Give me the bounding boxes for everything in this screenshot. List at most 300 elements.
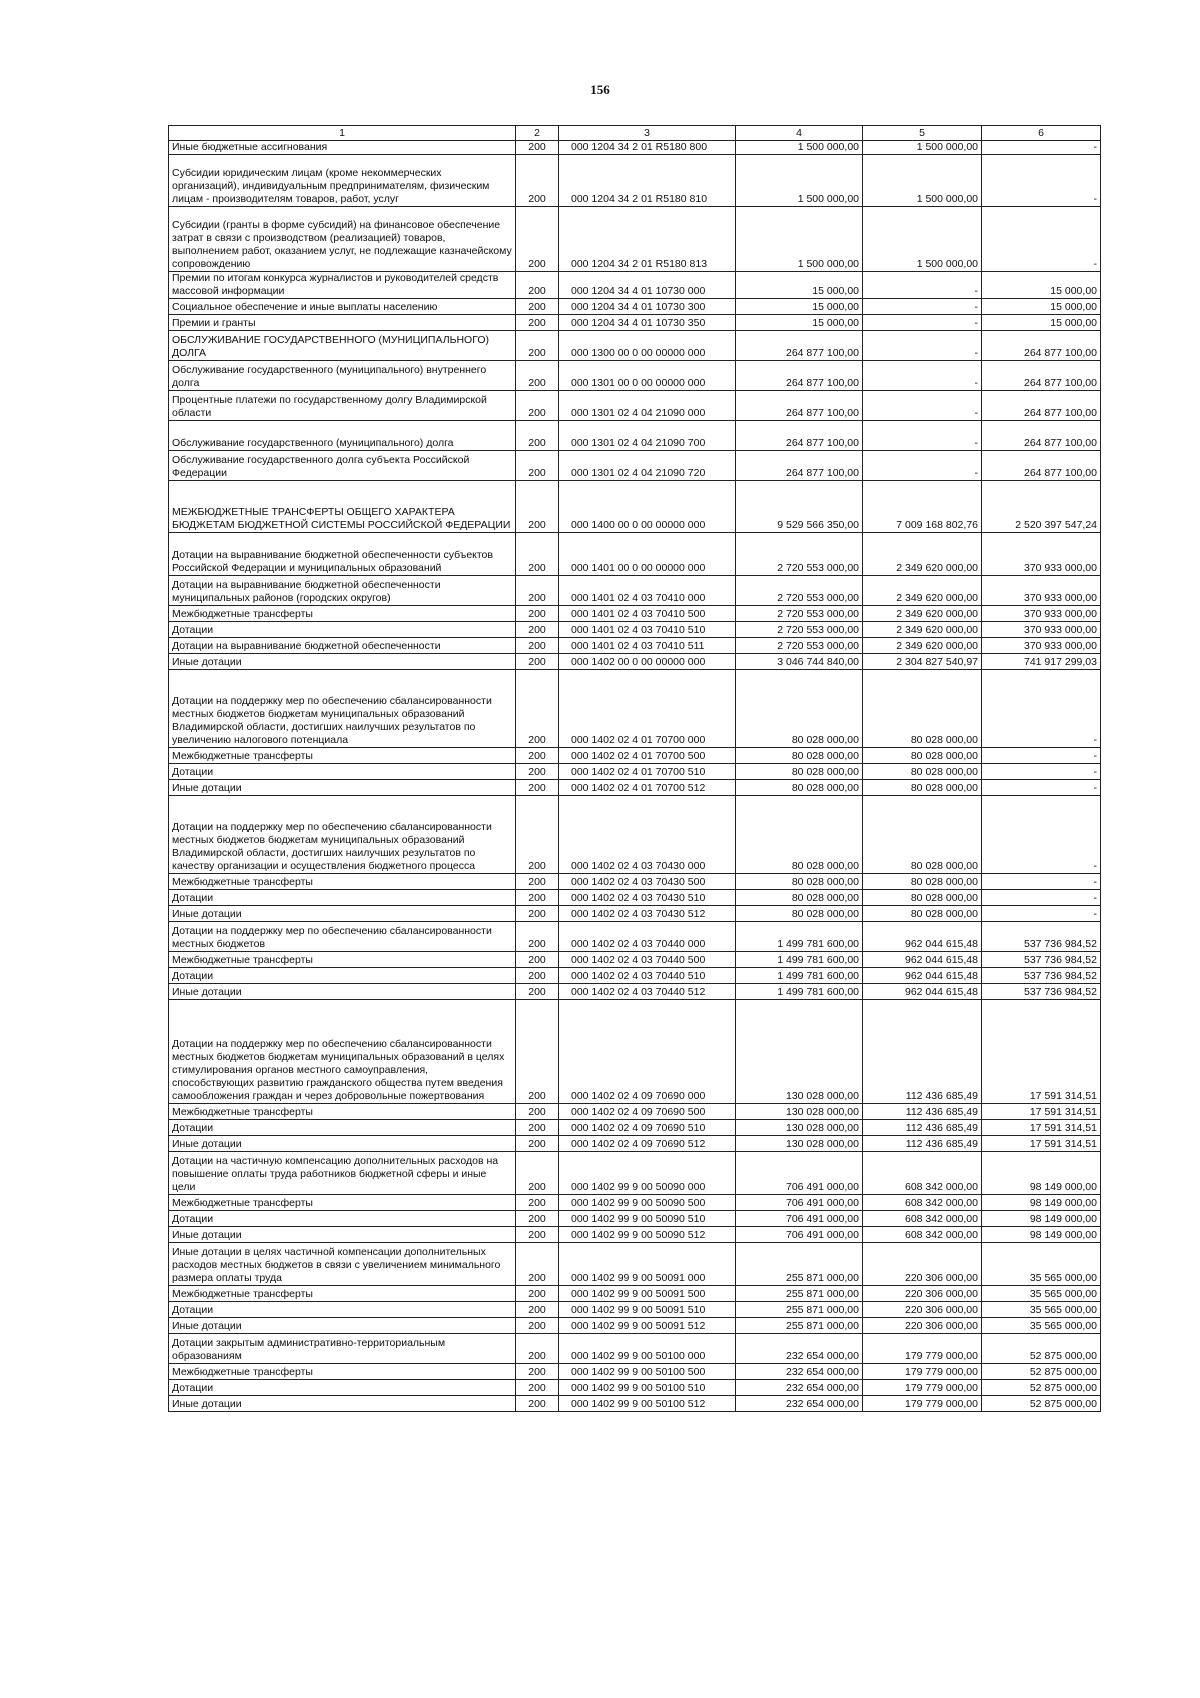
row-col5: - [863, 272, 982, 299]
row-col6: 52 875 000,00 [982, 1380, 1101, 1396]
row-col5: 962 044 615,48 [863, 968, 982, 984]
row-name: Межбюджетные трансферты [169, 952, 516, 968]
row-col6: 35 565 000,00 [982, 1302, 1101, 1318]
row-name: Дотации на выравнивание бюджетной обеспеченности [169, 638, 516, 654]
row-kbk: 000 1300 00 0 00 00000 000 [559, 331, 736, 361]
row-kbk: 000 1402 02 4 03 70440 512 [559, 984, 736, 1000]
row-name: Дотации на поддержку мер по обеспечению сбалансированности местных бюджетов [169, 922, 516, 952]
row-code: 200 [516, 1211, 559, 1227]
row-name: Субсидии юридическим лицам (кроме некоммерческих организаций), индивидуальным предпринимателям, физическим лицам - производителям товаров, работ, услуг [169, 155, 516, 207]
row-code: 200 [516, 331, 559, 361]
row-kbk: 000 1402 99 9 00 50091 500 [559, 1286, 736, 1302]
row-col6: 370 933 000,00 [982, 622, 1101, 638]
table-row [169, 1243, 1101, 1286]
table-row [169, 1104, 1101, 1120]
row-col6: 370 933 000,00 [982, 638, 1101, 654]
row-code: 200 [516, 748, 559, 764]
row-col4: 255 871 000,00 [736, 1243, 863, 1286]
table-row [169, 1152, 1101, 1195]
row-col6: 264 877 100,00 [982, 421, 1101, 451]
row-kbk: 000 1402 99 9 00 50090 512 [559, 1227, 736, 1243]
header-cell-2: 2 [516, 126, 559, 141]
row-name: Дотации на выравнивание бюджетной обеспеченности муниципальных районов (городских округов) [169, 576, 516, 606]
row-name: Дотации на поддержку мер по обеспечению сбалансированности местных бюджетов бюджетам муниципальных образований Владимирской области, достигших наилучших результатов по качеству организации и осуществления бюджетного процесса [169, 796, 516, 874]
row-name: Дотации [169, 1120, 516, 1136]
row-kbk: 000 1301 02 4 04 21090 720 [559, 451, 736, 481]
row-kbk: 000 1402 99 9 00 50100 500 [559, 1364, 736, 1380]
row-col5: 962 044 615,48 [863, 922, 982, 952]
row-col4: 80 028 000,00 [736, 764, 863, 780]
row-col4: 232 654 000,00 [736, 1396, 863, 1412]
row-col5: 7 009 168 802,76 [863, 481, 982, 533]
row-col5: - [863, 299, 982, 315]
row-col5: 80 028 000,00 [863, 874, 982, 890]
table-row [169, 1334, 1101, 1364]
row-code: 200 [516, 207, 559, 272]
row-col4: 80 028 000,00 [736, 670, 863, 748]
row-name: Дотации [169, 764, 516, 780]
row-col5: 220 306 000,00 [863, 1243, 982, 1286]
row-kbk: 000 1402 02 4 09 70690 500 [559, 1104, 736, 1120]
row-col5: 80 028 000,00 [863, 796, 982, 874]
row-kbk: 000 1402 99 9 00 50091 510 [559, 1302, 736, 1318]
row-col4: 80 028 000,00 [736, 780, 863, 796]
row-col6: 15 000,00 [982, 272, 1101, 299]
row-col4: 232 654 000,00 [736, 1334, 863, 1364]
row-name: Межбюджетные трансферты [169, 748, 516, 764]
table-row [169, 968, 1101, 984]
table-row [169, 421, 1101, 451]
row-kbk: 000 1301 02 4 04 21090 700 [559, 421, 736, 451]
row-col4: 255 871 000,00 [736, 1286, 863, 1302]
row-col6: 17 591 314,51 [982, 1104, 1101, 1120]
row-kbk: 000 1401 02 4 03 70410 510 [559, 622, 736, 638]
budget-table [168, 125, 1101, 1412]
row-col5: 2 349 620 000,00 [863, 576, 982, 606]
row-col4: 130 028 000,00 [736, 1104, 863, 1120]
row-kbk: 000 1402 02 4 09 70690 000 [559, 1000, 736, 1104]
table-row [169, 141, 1101, 155]
row-kbk: 000 1204 34 2 01 R5180 810 [559, 155, 736, 207]
row-name: Обслуживание государственного (муниципального) долга [169, 421, 516, 451]
row-code: 200 [516, 922, 559, 952]
row-name: МЕЖБЮДЖЕТНЫЕ ТРАНСФЕРТЫ ОБЩЕГО ХАРАКТЕРА БЮДЖЕТАМ БЮДЖЕТНОЙ СИСТЕМЫ РОССИЙСКОЙ ФЕДЕРАЦИИ [169, 481, 516, 533]
row-code: 200 [516, 1195, 559, 1211]
row-col4: 1 499 781 600,00 [736, 922, 863, 952]
row-col6: 15 000,00 [982, 299, 1101, 315]
row-col4: 130 028 000,00 [736, 1136, 863, 1152]
row-kbk: 000 1402 99 9 00 50100 512 [559, 1396, 736, 1412]
header-cell-4: 4 [736, 126, 863, 141]
row-col5: - [863, 451, 982, 481]
row-kbk: 000 1402 02 4 03 70430 500 [559, 874, 736, 890]
row-code: 200 [516, 622, 559, 638]
row-name: Иные дотации в целях частичной компенсации дополнительных расходов местных бюджетов в связи с увеличением минимального размера оплаты труда [169, 1243, 516, 1286]
row-col6: 741 917 299,03 [982, 654, 1101, 670]
table-row [169, 622, 1101, 638]
row-code: 200 [516, 1243, 559, 1286]
row-col4: 2 720 553 000,00 [736, 622, 863, 638]
table-row [169, 638, 1101, 654]
row-name: Премии и гранты [169, 315, 516, 331]
row-code: 200 [516, 874, 559, 890]
row-col5: 962 044 615,48 [863, 952, 982, 968]
row-col4: 15 000,00 [736, 272, 863, 299]
row-kbk: 000 1402 02 4 09 70690 510 [559, 1120, 736, 1136]
row-code: 200 [516, 968, 559, 984]
row-col5: 608 342 000,00 [863, 1152, 982, 1195]
row-col5: 179 779 000,00 [863, 1334, 982, 1364]
row-name: Обслуживание государственного долга субъекта Российской Федерации [169, 451, 516, 481]
row-col4: 2 720 553 000,00 [736, 638, 863, 654]
row-kbk: 000 1402 02 4 01 70700 000 [559, 670, 736, 748]
row-col6: 35 565 000,00 [982, 1318, 1101, 1334]
row-name: Иные дотации [169, 780, 516, 796]
row-col5: 112 436 685,49 [863, 1120, 982, 1136]
row-col4: 706 491 000,00 [736, 1152, 863, 1195]
row-col5: 179 779 000,00 [863, 1396, 982, 1412]
row-kbk: 000 1402 99 9 00 50090 500 [559, 1195, 736, 1211]
row-col6: 52 875 000,00 [982, 1396, 1101, 1412]
table-row [169, 1364, 1101, 1380]
row-col5: - [863, 315, 982, 331]
row-col5: 112 436 685,49 [863, 1136, 982, 1152]
table-row [169, 1120, 1101, 1136]
row-col6: 537 736 984,52 [982, 922, 1101, 952]
row-col5: 608 342 000,00 [863, 1211, 982, 1227]
row-kbk: 000 1402 02 4 09 70690 512 [559, 1136, 736, 1152]
table-row [169, 361, 1101, 391]
row-col6: 15 000,00 [982, 315, 1101, 331]
row-col4: 255 871 000,00 [736, 1318, 863, 1334]
row-col6: 17 591 314,51 [982, 1120, 1101, 1136]
row-code: 200 [516, 1302, 559, 1318]
row-name: Обслуживание государственного (муниципального) внутреннего долга [169, 361, 516, 391]
row-col4: 1 500 000,00 [736, 207, 863, 272]
header-cell-3: 3 [559, 126, 736, 141]
row-col4: 80 028 000,00 [736, 906, 863, 922]
table-row [169, 984, 1101, 1000]
row-col5: 80 028 000,00 [863, 670, 982, 748]
row-col6: - [982, 141, 1101, 155]
row-name: Иные дотации [169, 654, 516, 670]
row-code: 200 [516, 906, 559, 922]
row-kbk: 000 1204 34 4 01 10730 300 [559, 299, 736, 315]
table-row [169, 1227, 1101, 1243]
row-col5: 112 436 685,49 [863, 1104, 982, 1120]
row-col6: - [982, 780, 1101, 796]
table-row [169, 874, 1101, 890]
row-col6: 264 877 100,00 [982, 451, 1101, 481]
row-code: 200 [516, 299, 559, 315]
row-col6: 52 875 000,00 [982, 1334, 1101, 1364]
row-kbk: 000 1402 02 4 01 70700 510 [559, 764, 736, 780]
row-code: 200 [516, 1396, 559, 1412]
row-kbk: 000 1400 00 0 00 00000 000 [559, 481, 736, 533]
table-row [169, 1000, 1101, 1104]
row-col4: 1 499 781 600,00 [736, 952, 863, 968]
row-name: Дотации [169, 890, 516, 906]
row-col4: 706 491 000,00 [736, 1227, 863, 1243]
row-name: Дотации [169, 1211, 516, 1227]
row-col6: 98 149 000,00 [982, 1211, 1101, 1227]
table-row [169, 481, 1101, 533]
row-col6: 537 736 984,52 [982, 984, 1101, 1000]
row-name: Дотации на частичную компенсацию дополнительных расходов на повышение оплаты труда работников бюджетной сферы и иные цели [169, 1152, 516, 1195]
row-col5: 962 044 615,48 [863, 984, 982, 1000]
row-col4: 264 877 100,00 [736, 451, 863, 481]
row-col5: 1 500 000,00 [863, 207, 982, 272]
header-cell-1: 1 [169, 126, 516, 141]
row-code: 200 [516, 796, 559, 874]
row-name: Межбюджетные трансферты [169, 1195, 516, 1211]
table-row [169, 764, 1101, 780]
row-kbk: 000 1301 00 0 00 00000 000 [559, 361, 736, 391]
table-row [169, 670, 1101, 748]
row-col6: 370 933 000,00 [982, 606, 1101, 622]
row-kbk: 000 1402 99 9 00 50091 512 [559, 1318, 736, 1334]
table-row [169, 1302, 1101, 1318]
row-code: 200 [516, 1136, 559, 1152]
row-name: Иные дотации [169, 1136, 516, 1152]
row-name: Дотации [169, 1380, 516, 1396]
row-name: Иные дотации [169, 984, 516, 1000]
row-col6: - [982, 906, 1101, 922]
table-row [169, 606, 1101, 622]
row-code: 200 [516, 141, 559, 155]
row-name: Межбюджетные трансферты [169, 1364, 516, 1380]
row-col5: 2 349 620 000,00 [863, 638, 982, 654]
row-col4: 264 877 100,00 [736, 361, 863, 391]
row-name: Дотации на выравнивание бюджетной обеспеченности субъектов Российской Федерации и муниципальных образований [169, 533, 516, 576]
row-code: 200 [516, 1152, 559, 1195]
row-col5: 608 342 000,00 [863, 1195, 982, 1211]
row-kbk: 000 1402 02 4 03 70440 500 [559, 952, 736, 968]
row-col6: - [982, 155, 1101, 207]
row-name: Дотации закрытым административно-территориальным образованиям [169, 1334, 516, 1364]
row-col5: - [863, 421, 982, 451]
row-name: Дотации на поддержку мер по обеспечению сбалансированности местных бюджетов бюджетам муниципальных образований в целях стимулирования органов местного самоуправления, способствующих развитию гражданского общества путем введения самообложения граждан и через добровольные пожертвования [169, 1000, 516, 1104]
row-col5: 2 349 620 000,00 [863, 533, 982, 576]
row-col6: 52 875 000,00 [982, 1364, 1101, 1380]
row-col6: 537 736 984,52 [982, 952, 1101, 968]
table-row [169, 654, 1101, 670]
row-kbk: 000 1402 02 4 03 70430 510 [559, 890, 736, 906]
row-kbk: 000 1401 00 0 00 00000 000 [559, 533, 736, 576]
table-row [169, 906, 1101, 922]
table-row [169, 1286, 1101, 1302]
row-kbk: 000 1301 02 4 04 21090 000 [559, 391, 736, 421]
row-col5: 2 349 620 000,00 [863, 622, 982, 638]
row-col4: 2 720 553 000,00 [736, 576, 863, 606]
row-col6: - [982, 890, 1101, 906]
row-col6: 98 149 000,00 [982, 1227, 1101, 1243]
row-col4: 80 028 000,00 [736, 796, 863, 874]
row-code: 200 [516, 315, 559, 331]
row-col4: 2 720 553 000,00 [736, 606, 863, 622]
header-cell-6: 6 [982, 126, 1101, 141]
row-col4: 264 877 100,00 [736, 331, 863, 361]
row-name: Социальное обеспечение и иные выплаты населению [169, 299, 516, 315]
row-code: 200 [516, 606, 559, 622]
row-col5: 80 028 000,00 [863, 764, 982, 780]
row-kbk: 000 1402 99 9 00 50090 510 [559, 1211, 736, 1227]
row-col5: 80 028 000,00 [863, 890, 982, 906]
row-code: 200 [516, 451, 559, 481]
row-code: 200 [516, 952, 559, 968]
row-code: 200 [516, 890, 559, 906]
row-col4: 80 028 000,00 [736, 874, 863, 890]
row-code: 200 [516, 654, 559, 670]
row-col4: 1 500 000,00 [736, 155, 863, 207]
row-code: 200 [516, 272, 559, 299]
row-kbk: 000 1402 99 9 00 50091 000 [559, 1243, 736, 1286]
row-col6: - [982, 764, 1101, 780]
row-col4: 264 877 100,00 [736, 391, 863, 421]
row-col4: 706 491 000,00 [736, 1211, 863, 1227]
table-row [169, 890, 1101, 906]
row-col4: 2 720 553 000,00 [736, 533, 863, 576]
table-row [169, 451, 1101, 481]
table-row [169, 1318, 1101, 1334]
table-row [169, 1195, 1101, 1211]
row-kbk: 000 1402 02 4 01 70700 512 [559, 780, 736, 796]
row-col4: 232 654 000,00 [736, 1380, 863, 1396]
row-name: Дотации на поддержку мер по обеспечению сбалансированности местных бюджетов бюджетам муниципальных образований Владимирской области, достигших наилучших результатов по увеличению налогового потенциала [169, 670, 516, 748]
row-code: 200 [516, 481, 559, 533]
row-col5: 2 304 827 540,97 [863, 654, 982, 670]
row-col6: 370 933 000,00 [982, 576, 1101, 606]
row-col6: 264 877 100,00 [982, 391, 1101, 421]
table-row [169, 748, 1101, 764]
row-col6: 35 565 000,00 [982, 1286, 1101, 1302]
row-code: 200 [516, 1318, 559, 1334]
row-kbk: 000 1401 02 4 03 70410 000 [559, 576, 736, 606]
table-row [169, 533, 1101, 576]
table-row [169, 315, 1101, 331]
row-col5: - [863, 361, 982, 391]
row-col6: - [982, 207, 1101, 272]
row-col4: 706 491 000,00 [736, 1195, 863, 1211]
row-col4: 232 654 000,00 [736, 1364, 863, 1380]
row-col6: 98 149 000,00 [982, 1195, 1101, 1211]
row-col5: - [863, 391, 982, 421]
header-cell-5: 5 [863, 126, 982, 141]
row-code: 200 [516, 1120, 559, 1136]
row-col4: 9 529 566 350,00 [736, 481, 863, 533]
table-row [169, 299, 1101, 315]
row-kbk: 000 1204 34 2 01 R5180 800 [559, 141, 736, 155]
row-col5: 179 779 000,00 [863, 1364, 982, 1380]
table-row [169, 331, 1101, 361]
row-code: 200 [516, 638, 559, 654]
row-name: Дотации [169, 968, 516, 984]
row-col4: 130 028 000,00 [736, 1000, 863, 1104]
table-row [169, 952, 1101, 968]
row-name: Межбюджетные трансферты [169, 1286, 516, 1302]
row-code: 200 [516, 1364, 559, 1380]
row-name: Субсидии (гранты в форме субсидий) на финансовое обеспечение затрат в связи с производством (реализацией) товаров, выполнением работ, оказанием услуг, не подлежащие казначейскому сопровождению [169, 207, 516, 272]
row-col6: 2 520 397 547,24 [982, 481, 1101, 533]
row-col5: 608 342 000,00 [863, 1227, 982, 1243]
table-row [169, 155, 1101, 207]
row-name: Процентные платежи по государственному долгу Владимирской области [169, 391, 516, 421]
row-col4: 255 871 000,00 [736, 1302, 863, 1318]
row-col6: 35 565 000,00 [982, 1243, 1101, 1286]
row-kbk: 000 1402 02 4 03 70440 510 [559, 968, 736, 984]
table-row [169, 1380, 1101, 1396]
row-kbk: 000 1401 02 4 03 70410 511 [559, 638, 736, 654]
row-code: 200 [516, 780, 559, 796]
row-col4: 80 028 000,00 [736, 890, 863, 906]
row-code: 200 [516, 670, 559, 748]
row-col4: 1 500 000,00 [736, 141, 863, 155]
row-code: 200 [516, 1334, 559, 1364]
row-kbk: 000 1402 02 4 03 70440 000 [559, 922, 736, 952]
row-col6: - [982, 796, 1101, 874]
row-col5: 220 306 000,00 [863, 1302, 982, 1318]
page-number: 156 [590, 82, 610, 97]
table-row [169, 1136, 1101, 1152]
row-col6: 370 933 000,00 [982, 533, 1101, 576]
row-kbk: 000 1402 02 4 03 70430 000 [559, 796, 736, 874]
row-name: Иные дотации [169, 906, 516, 922]
row-col4: 15 000,00 [736, 315, 863, 331]
row-col5: - [863, 331, 982, 361]
row-name: Межбюджетные трансферты [169, 1104, 516, 1120]
row-kbk: 000 1204 34 2 01 R5180 813 [559, 207, 736, 272]
row-code: 200 [516, 533, 559, 576]
row-code: 200 [516, 984, 559, 1000]
row-kbk: 000 1402 00 0 00 00000 000 [559, 654, 736, 670]
row-col5: 2 349 620 000,00 [863, 606, 982, 622]
row-col4: 1 499 781 600,00 [736, 968, 863, 984]
row-col6: 264 877 100,00 [982, 361, 1101, 391]
row-name: Иные дотации [169, 1318, 516, 1334]
row-col5: 179 779 000,00 [863, 1380, 982, 1396]
table-row [169, 207, 1101, 272]
row-col5: 80 028 000,00 [863, 780, 982, 796]
row-code: 200 [516, 361, 559, 391]
row-code: 200 [516, 1286, 559, 1302]
table-row [169, 922, 1101, 952]
row-col6: 17 591 314,51 [982, 1000, 1101, 1104]
table-row [169, 391, 1101, 421]
row-col6: 98 149 000,00 [982, 1152, 1101, 1195]
row-code: 200 [516, 1227, 559, 1243]
row-name: Иные дотации [169, 1227, 516, 1243]
row-col4: 1 499 781 600,00 [736, 984, 863, 1000]
row-kbk: 000 1402 02 4 01 70700 500 [559, 748, 736, 764]
row-code: 200 [516, 576, 559, 606]
row-col4: 130 028 000,00 [736, 1120, 863, 1136]
row-col6: 264 877 100,00 [982, 331, 1101, 361]
row-col4: 264 877 100,00 [736, 421, 863, 451]
table-row [169, 272, 1101, 299]
row-col4: 3 046 744 840,00 [736, 654, 863, 670]
row-code: 200 [516, 421, 559, 451]
row-col5: 80 028 000,00 [863, 906, 982, 922]
row-col4: 15 000,00 [736, 299, 863, 315]
row-col5: 1 500 000,00 [863, 155, 982, 207]
row-kbk: 000 1204 34 4 01 10730 350 [559, 315, 736, 331]
table-row [169, 780, 1101, 796]
row-col5: 112 436 685,49 [863, 1000, 982, 1104]
row-col6: 17 591 314,51 [982, 1136, 1101, 1152]
table-row [169, 796, 1101, 874]
row-name: Межбюджетные трансферты [169, 606, 516, 622]
row-kbk: 000 1204 34 4 01 10730 000 [559, 272, 736, 299]
